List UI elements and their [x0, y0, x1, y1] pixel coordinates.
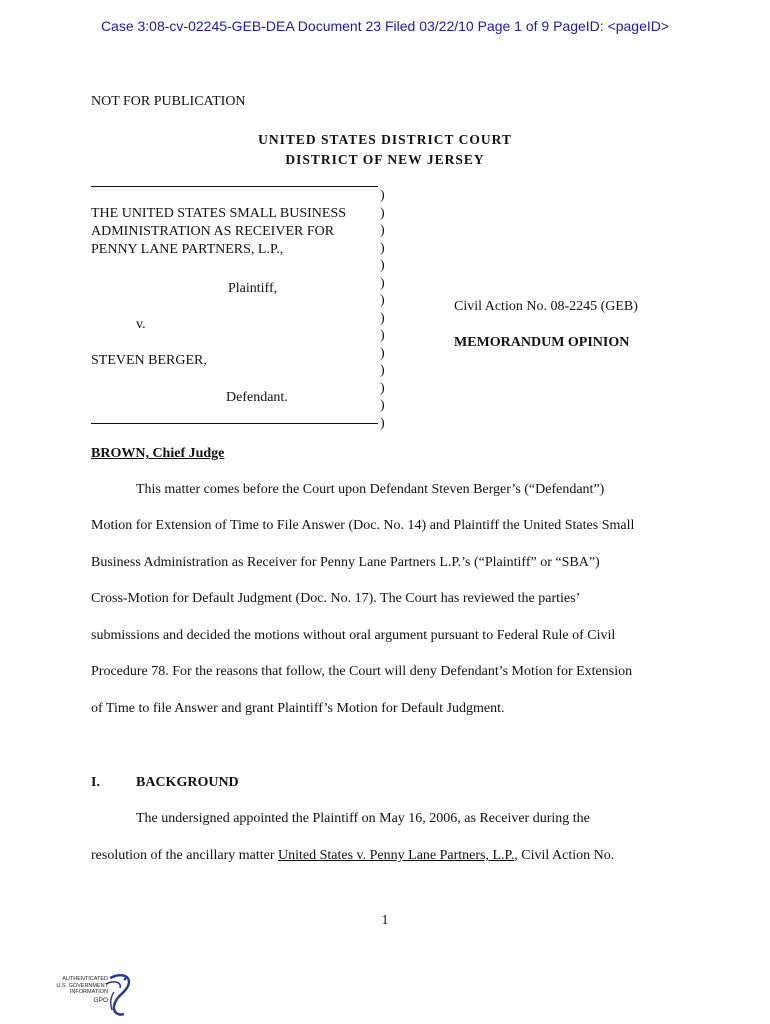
- plaintiff-role: Plaintiff,: [228, 281, 278, 296]
- section-number: I.: [91, 775, 100, 790]
- caption-paren: ): [380, 223, 385, 238]
- caption-paren-column: [380, 187, 392, 432]
- judge-heading: BROWN, Chief Judge: [91, 446, 225, 461]
- background-line-2-pre: resolution of the ancillary matter: [91, 848, 278, 863]
- caption-paren: ): [380, 293, 385, 308]
- caption-top-rule: [91, 186, 378, 187]
- caption-paren: ): [380, 363, 385, 378]
- court-name: UNITED STATES DISTRICT COURT: [258, 132, 512, 147]
- body-line: Motion for Extension of Time to File Answer (Doc. No. 14) and Plaintiff the United States Small: [91, 518, 635, 533]
- logo-line-4: GPO: [93, 996, 108, 1004]
- section-title: BACKGROUND: [136, 775, 239, 790]
- page-number: 1: [381, 913, 389, 928]
- logo-line-3: INFORMATION: [69, 989, 108, 995]
- caption-paren: ): [380, 415, 385, 431]
- background-line-2: [91, 848, 614, 864]
- case-citation: United States v. Penny Lane Partners, L.P.: [278, 848, 515, 863]
- caption-paren: ): [380, 240, 385, 256]
- caption-paren: ): [380, 275, 385, 291]
- background-line-2-post: , Civil Action No.: [514, 848, 615, 863]
- caption-paren: ): [380, 310, 385, 326]
- body-line: of Time to file Answer and grant Plaintiff’s Motion for Default Judgment.: [91, 701, 505, 716]
- body-line: Procedure 78. For the reasons that follow, the Court will deny Defendant’s Motion for Extension: [91, 664, 633, 679]
- caption-paren: ): [380, 380, 385, 396]
- plaintiff-name-line-1: THE UNITED STATES SMALL BUSINESS: [91, 206, 347, 221]
- civil-action-number: Civil Action No. 08-2245 (GEB): [454, 299, 638, 314]
- body-line: Business Administration as Receiver for Penny Lane Partners L.P.’s (“Plaintiff” or “SBA”): [91, 555, 600, 570]
- caption-paren: ): [380, 345, 385, 361]
- caption-paren: ): [380, 398, 385, 413]
- court-district: DISTRICT OF NEW JERSEY: [285, 152, 485, 167]
- logo-line-2: U.S. GOVERNMENT: [56, 982, 108, 989]
- body-line: submissions and decided the motions without oral argument pursuant to Federal Rule of Civil: [91, 628, 616, 643]
- versus: v.: [136, 317, 146, 332]
- case-header-stamp: Case 3:08-cv-02245-GEB-DEA Document 23 Filed 03/22/10 Page 1 of 9 PageID: <pageID>: [100, 18, 670, 34]
- defendant-role: Defendant.: [226, 390, 288, 405]
- memorandum-opinion-title: MEMORANDUM OPINION: [454, 335, 630, 350]
- caption-paren: ): [380, 328, 385, 343]
- caption-bottom-rule: [91, 423, 378, 424]
- defendant-name: STEVEN BERGER,: [91, 353, 207, 368]
- caption-paren: ): [380, 205, 385, 221]
- gpo-authenticated-logo: [40, 970, 140, 1018]
- body-line: This matter comes before the Court upon Defendant Steven Berger’s (“Defendant”): [136, 482, 605, 497]
- caption-paren: ): [380, 258, 385, 273]
- plaintiff-name-line-3: PENNY LANE PARTNERS, L.P.,: [91, 242, 284, 257]
- background-line-1: The undersigned appointed the Plaintiff on May 16, 2006, as Receiver during the: [136, 811, 590, 826]
- caption-paren: ): [380, 188, 385, 203]
- plaintiff-name-line-2: ADMINISTRATION AS RECEIVER FOR: [91, 224, 335, 239]
- body-line: Cross-Motion for Default Judgment (Doc. No. 17). The Court has reviewed the parties’: [91, 591, 581, 606]
- logo-line-1: AUTHENTICATED: [62, 976, 108, 982]
- not-for-publication: NOT FOR PUBLICATION: [91, 94, 246, 109]
